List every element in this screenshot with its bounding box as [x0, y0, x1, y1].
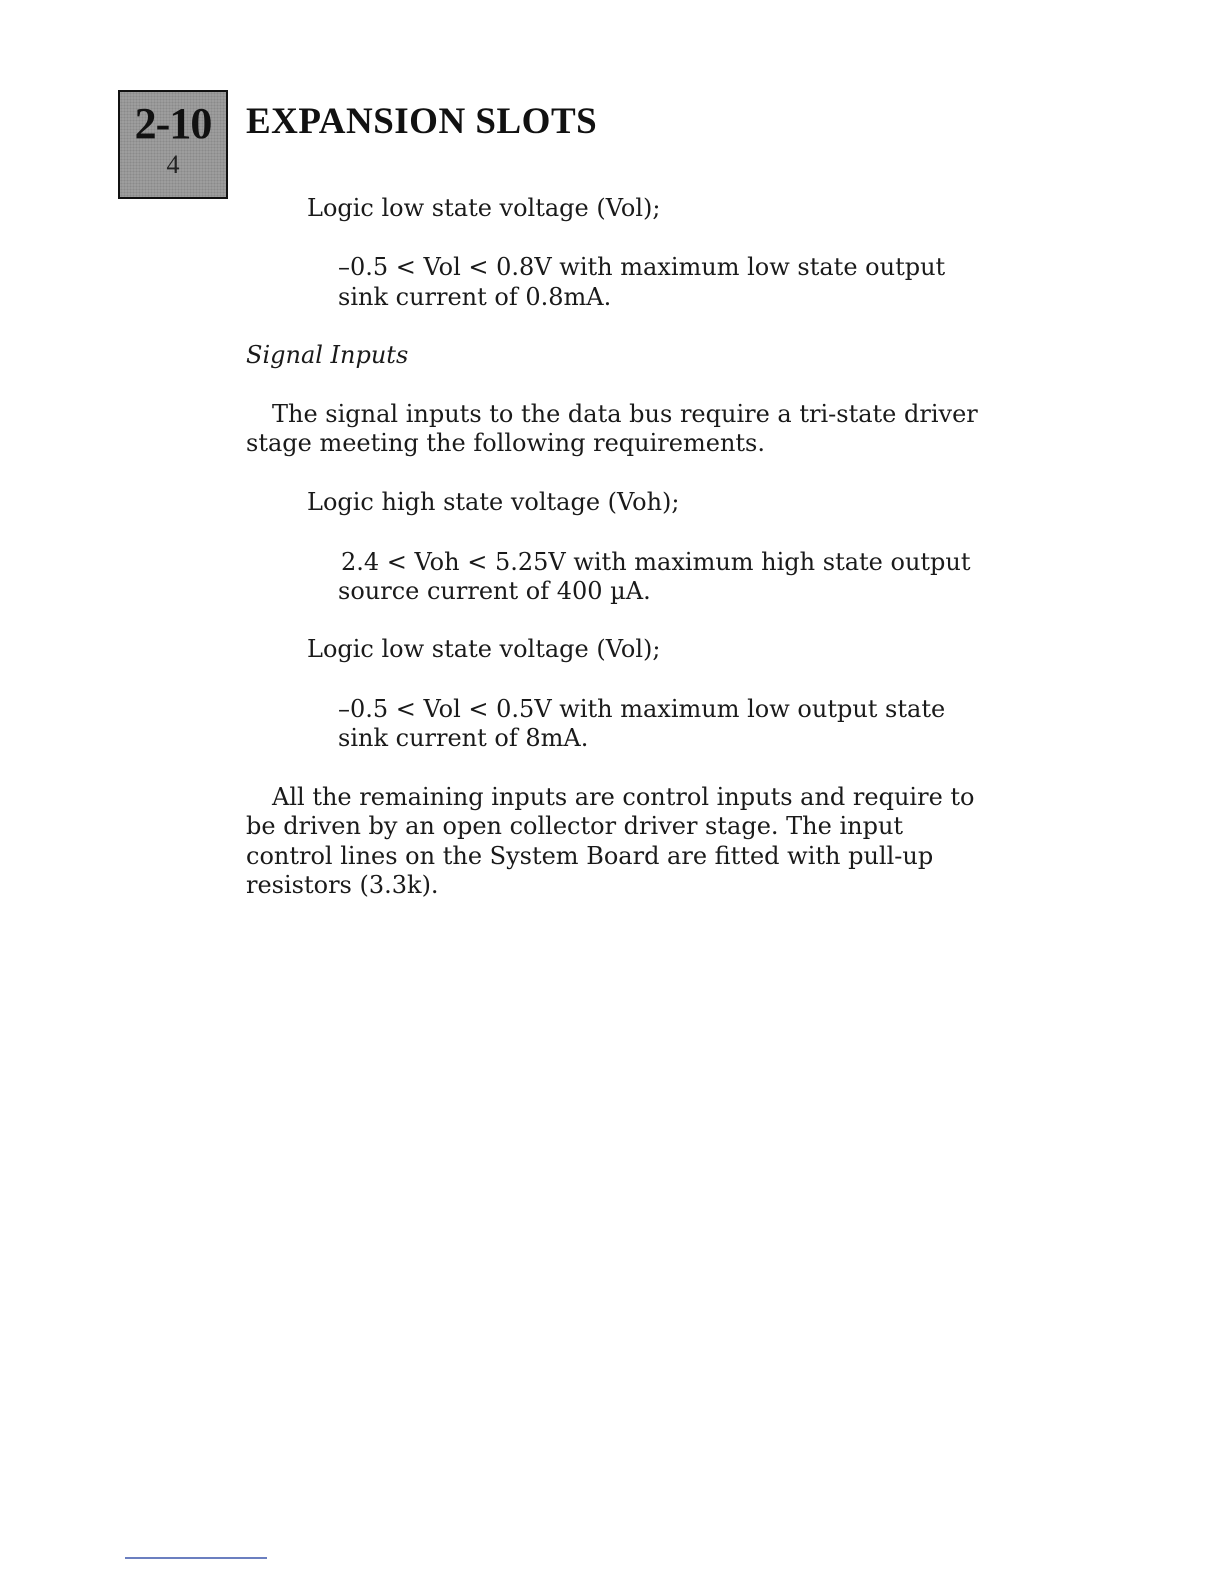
low-state-spec-line-2: sink current of 8mA. [338, 724, 589, 752]
control-inputs-line-2: be driven by an open collector driver stage. The input [246, 812, 904, 840]
control-inputs-line-1: All the remaining inputs are control inputs and require to [272, 783, 975, 811]
low-state-label: Logic low state voltage (Vol); [307, 635, 661, 663]
page-number: 4 [166, 150, 180, 179]
output-low-spec-line-2: sink current of 0.8mA. [338, 283, 612, 311]
control-inputs-line-3: control lines on the System Board are fitted with pull-up [246, 842, 934, 870]
page-title: EXPANSION SLOTS [246, 101, 598, 142]
low-state-spec-line-1: –0.5 < Vol < 0.5V with maximum low output state [338, 695, 946, 723]
signal-inputs-intro-line-1: The signal inputs to the data bus require a tri-state driver [272, 400, 978, 428]
high-state-spec-line-1: 2.4 < Voh < 5.25V with maximum high state output [341, 548, 971, 576]
control-inputs-line-4: resistors (3.3k). [246, 871, 439, 899]
output-low-spec-line-1: –0.5 < Vol < 0.8V with maximum low state output [338, 253, 946, 281]
high-state-spec-line-2: source current of 400 µA. [338, 577, 651, 605]
section-badge [118, 90, 228, 199]
high-state-label: Logic high state voltage (Voh); [307, 488, 680, 516]
footer-rule [125, 1557, 267, 1559]
section-number: 2-10 [134, 99, 212, 148]
signal-inputs-intro-line-2: stage meeting the following requirements. [246, 429, 765, 457]
signal-inputs-subheading: Signal Inputs [246, 341, 409, 369]
output-low-label: Logic low state voltage (Vol); [307, 194, 661, 222]
